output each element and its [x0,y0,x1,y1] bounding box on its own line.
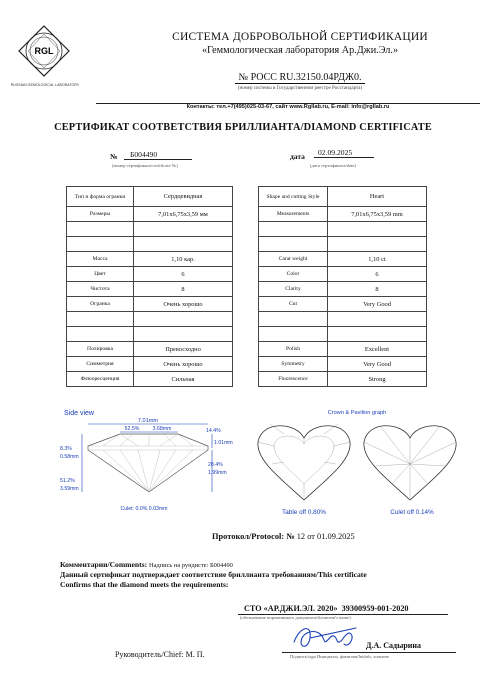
table-row [67,207,233,222]
table-row [67,312,233,327]
field-value: Very Good [328,297,427,312]
field-label: Цвет [67,267,134,282]
table-row [259,312,427,327]
date-caption: (дата сертификата/date) [310,163,356,168]
field-value: 8 [134,282,233,297]
rgl-logo [16,24,72,80]
field-value: Excellent [328,342,427,357]
certificate-date: 02.09.2025 [314,148,374,158]
field-value: Очень хорошо [134,357,233,372]
table-row [67,297,233,312]
protocol-line [212,532,355,541]
standard-caption: (обозначение нормативного документа/document's name) [240,615,351,620]
table-row [67,252,233,267]
field-label: Symmetry [259,357,328,372]
grading-table-ru [66,186,233,387]
table-row [67,237,233,252]
table-row [259,342,427,357]
field-value [328,312,427,327]
table-row [259,207,427,222]
table-row [259,237,427,252]
table-row [67,267,233,282]
field-label [67,312,134,327]
field-label: Fluorescence [259,372,328,387]
field-label [259,327,328,342]
standard-code: 39300959-001-2020 [341,604,409,613]
date-label: дата [290,152,305,161]
crown-height-label: 1.01mm [214,440,233,446]
field-label: Carat weight [259,252,328,267]
system-title: СИСТЕМА ДОБРОВОЛЬНОЙ СЕРТИФИКАЦИИ [172,31,428,43]
culet-off-label: Culet off 0.14% [390,509,434,516]
field-label [259,222,328,237]
chief-label: Руководитель/Chief: М. П. [115,650,205,659]
depth-mm-label: 3.59mm [60,486,79,492]
field-value: 8 [328,282,427,297]
field-value: Сердцевидная [134,187,233,207]
field-label: Clarity [259,282,328,297]
contacts-line: Контакты: тел.+7(495)025-03-67, сайт www.Rgllab.ru, E-mail: info@rgllab.ru [186,104,390,110]
protocol-value: 12 от 01.09.2025 [296,532,355,541]
side-view-diagram [58,404,234,520]
standard-line [244,604,409,613]
table-row [259,222,427,237]
field-value [134,327,233,342]
field-value: Very Good [328,357,427,372]
field-value: 6 [134,267,233,282]
field-value [328,222,427,237]
field-label: Polish [259,342,328,357]
number-caption: (номер сертификата/certificate №) [112,163,178,168]
certificate-title: СЕРТИФИКАТ СООТВЕТСТВИЯ БРИЛЛИАНТА/DIAMOND CERTIFICATE [54,122,432,133]
table-row [259,252,427,267]
registry-number: № РОСС RU.32150.04РДЖ0. [120,72,480,83]
graph-title: Crown & Pavilion graph [327,410,387,416]
table-row [259,282,427,297]
protocol-label: Протокол/Protocol: № [212,532,295,541]
standard-name: СТО «АР.ДЖИ.ЭЛ. 2020» [244,604,338,613]
field-label: Флюоресценция [67,372,134,387]
logo-text: RGL [34,46,54,56]
field-value [134,237,233,252]
field-label [67,237,134,252]
signature-scribble [290,620,362,654]
logo-caption: RUSSIAN GEMOLOGICAL LABORATORY [10,83,80,87]
pavilion-pct-label: 28.4% [208,462,223,468]
field-label [67,222,134,237]
table-row [259,327,427,342]
field-label: Масса [67,252,134,267]
pavilion-facets [364,426,456,500]
table-header-row [259,187,427,207]
field-label: Чистота [67,282,134,297]
culet-label: Culet: 0.0% 0.03mm [120,506,168,512]
depth-pct-label: 51.2% [60,478,75,484]
width-label: 7.01mm [137,418,159,424]
comments-line [60,560,233,569]
field-label: Симметрия [67,357,134,372]
field-value: Очень хорошо [134,297,233,312]
field-label: Cut [259,297,328,312]
field-label: Полировка [67,342,134,357]
field-value: 1,10 ct [328,252,427,267]
field-value [134,312,233,327]
girdle-pct-label: 8.3% [60,446,72,452]
comments-value: Надпись на рундисте: Б004490 [149,562,233,569]
side-view-title: Side view [64,410,94,417]
field-value: 1,10 кар. [134,252,233,267]
table-row [67,282,233,297]
crown-angle-label: 14.4% [206,428,221,434]
field-label: Color [259,267,328,282]
crown-pavilion-graph [240,404,474,520]
certificate-number: Б004490 [124,150,192,160]
signature-rule [282,652,456,653]
compliance-line: Данный сертификат подтверждает соответствие бриллианта требованиям/This certificate [60,570,367,579]
compliance-line-2: Confirms that the diamond meets the requirements: [60,580,229,589]
registry-caption: (номер системы в Государственном реестре Росстандарта) [237,86,363,91]
table-mm-label: 3.68mm [152,426,172,432]
girdle-mm-label: 0.58mm [60,454,79,460]
pavilion-mm-label: 1.99mm [208,470,227,476]
table-row [67,327,233,342]
field-value: Heart [328,187,427,207]
field-value: Превосходно [134,342,233,357]
field-label: Огранка [67,297,134,312]
table-row [67,342,233,357]
lab-name: «Геммологическая лаборатория Ар.Джи.Эл.» [201,45,399,56]
table-off-label: Table off 0.80% [282,509,326,516]
signatory-name: Д.А. Садырина [366,641,422,650]
field-value [328,327,427,342]
field-value [328,237,427,252]
table-row [67,357,233,372]
table-row [67,222,233,237]
field-label [259,237,328,252]
field-label [259,312,328,327]
table-header-row [67,187,233,207]
table-row [259,357,427,372]
table-row [259,372,427,387]
field-value [134,222,233,237]
field-label: Shape and cutting Style [259,187,328,207]
signature-caption: Подпись/sign Инициалы, фамилия/Initials, surname [290,654,389,659]
field-label [67,327,134,342]
field-value: Strong [328,372,427,387]
table-row [67,372,233,387]
number-label: № [110,152,118,161]
field-value: 7,01x6,75x3,59 mm [328,207,427,222]
grading-table-en [258,186,427,387]
table-pct-label: 52.5% [124,426,140,432]
field-value: Сильная [134,372,233,387]
field-label: Тип и форма огранки [67,187,134,207]
crown-facets [258,424,350,500]
field-value: 7,01x6,75x3,59 мм [134,207,233,222]
diamond-profile [88,434,208,492]
table-row [259,297,427,312]
field-value: 6 [328,267,427,282]
comments-label: Комментарии/Comments: [60,560,148,569]
field-label: Размеры [67,207,134,222]
table-row [259,267,427,282]
field-label: Measurements [259,207,328,222]
